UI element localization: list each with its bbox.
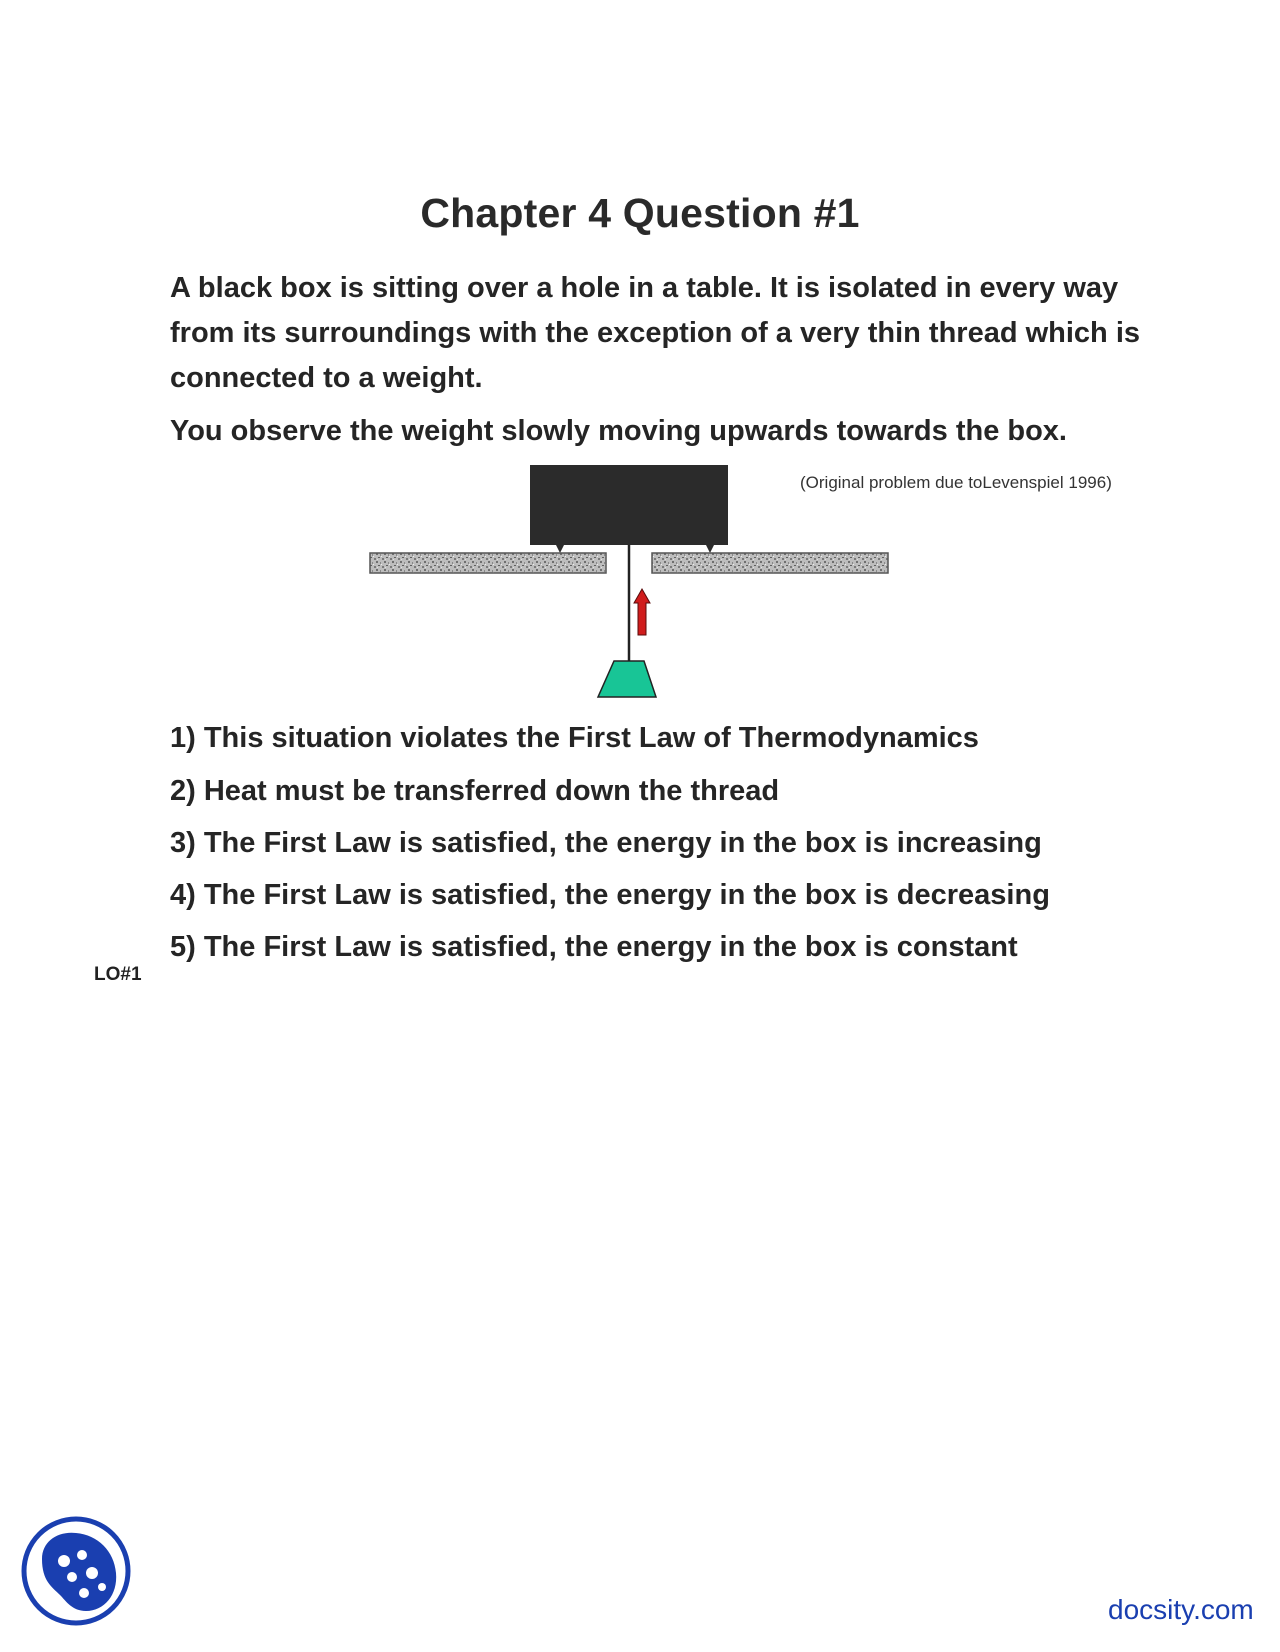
page-title: Chapter 4 Question #1 [420,190,860,236]
option-1: 1) This situation violates the First Law of Thermodynamics [170,722,979,754]
option-5: 5) The First Law is satisfied, the energy in the box is constant [170,931,1018,963]
weight [598,661,656,697]
option-3: 3) The First Law is satisfied, the energy in the box is increasing [170,827,1042,859]
problem-statement: A black box is sitting over a hole in a table. It is isolated in every way from its surroundings with the exception of a very thin thread which is connected to a weight. [170,272,1141,394]
option-2: 2) Heat must be transferred down the thread [170,775,780,807]
table-left [370,553,606,573]
learning-objective-label: LO#1 [94,964,142,985]
docsity-logo-icon [20,1515,132,1627]
box-foot-right [706,545,714,553]
citation: (Original problem due toLevenspiel 1996) [800,473,1112,492]
observation-text: You observe the weight slowly moving upwards towards the box. [170,415,1067,447]
black-box [530,465,728,545]
box-foot-left [556,545,564,553]
upward-arrow [634,589,650,635]
docsity-brand-link[interactable]: docsity.com [1108,1594,1254,1625]
black-box-diagram [360,465,900,705]
option-4: 4) The First Law is satisfied, the energy in the box is decreasing [170,879,1050,911]
table-right [652,553,888,573]
